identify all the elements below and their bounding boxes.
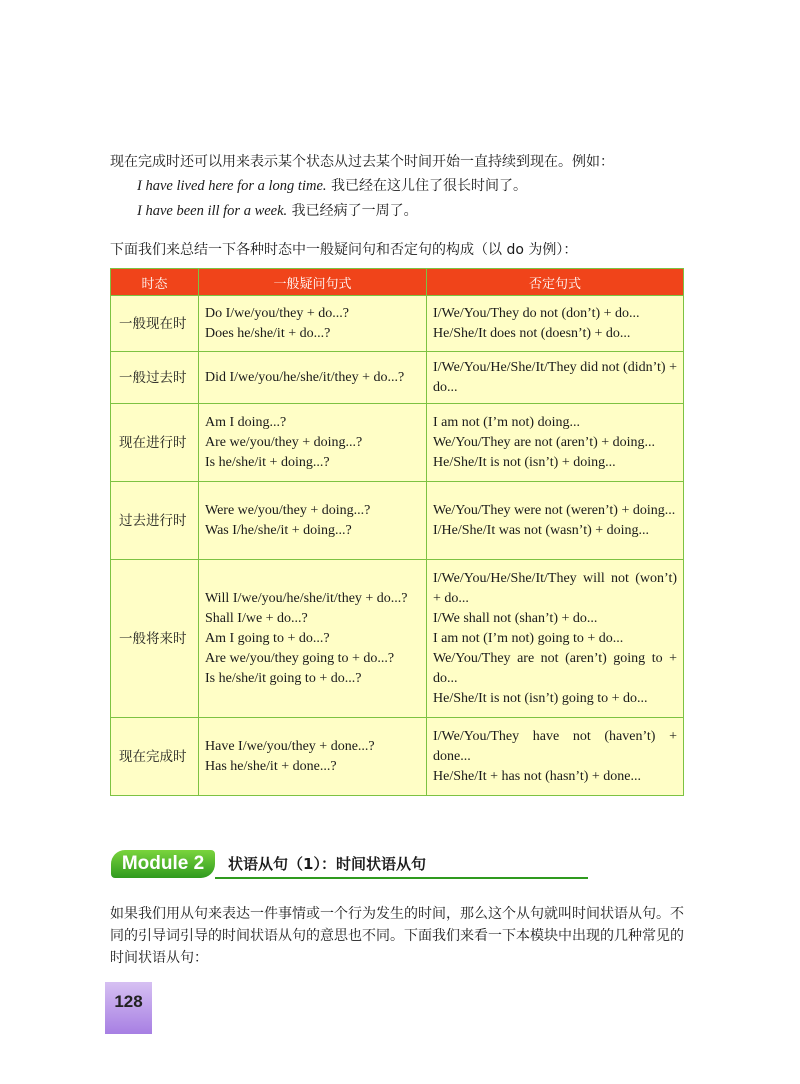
negative-form: He/She/It is not (isn’t) going to + do... (433, 690, 648, 706)
summary-text: 下面我们来总结一下各种时态中一般疑问句和否定句的构成（以 do 为例）： (110, 242, 578, 258)
negative-form: We/You/They are not (aren’t) + doing... (433, 434, 656, 450)
negative-form: I am not (I’m not) going to + do... (433, 630, 624, 646)
tense-name: 一般现在时 (111, 296, 199, 352)
tense-table (110, 268, 684, 796)
question-form: Were we/you/they + doing...? (205, 502, 371, 518)
tense-name: 过去进行时 (111, 482, 199, 560)
tense-name: 一般过去时 (111, 352, 199, 404)
question-form: Have I/we/you/they + done...? (205, 738, 375, 754)
example-1-cn: 我已经在这儿住了很长时间了。 (330, 178, 527, 194)
table-row (111, 560, 684, 718)
question-form: Are we/you/they going to + do...? (205, 650, 395, 666)
negative-form: We/You/They are not (aren’t) going to + do... (433, 650, 677, 686)
question-form: Am I doing...? (205, 414, 287, 430)
question-form-cell (199, 296, 427, 352)
page-number: 128 (105, 982, 152, 1034)
question-form: Shall I/we + do...? (205, 610, 308, 626)
negative-form: I am not (I’m not) doing... (433, 414, 580, 430)
negative-form-cell (427, 560, 684, 718)
negative-form: I/We shall not (shan’t) + do... (433, 610, 598, 626)
tense-name: 现在完成时 (111, 718, 199, 796)
table-row (111, 404, 684, 482)
negative-form-cell (427, 482, 684, 560)
question-form: Are we/you/they + doing...? (205, 434, 363, 450)
module-title: 状语从句（1）：时间状语从句 (228, 855, 426, 873)
question-form: Is he/she/it going to + do...? (205, 670, 362, 686)
negative-form: He/She/It is not (isn’t) + doing... (433, 454, 616, 470)
question-form: Was I/he/she/it + doing...? (205, 522, 352, 538)
negative-form: I/We/You/He/She/It/They did not (didn’t) + do... (433, 359, 677, 395)
question-form-cell (199, 560, 427, 718)
table-header-row (111, 269, 684, 296)
question-form-cell (199, 482, 427, 560)
negative-form: I/We/You/They do not (don’t) + do... (433, 305, 640, 321)
header-tense: 时态 (111, 269, 199, 296)
table-body (111, 296, 684, 796)
negative-form-cell (427, 296, 684, 352)
body-paragraph: 如果我们用从句来表达一件事情或一个行为发生的时间，那么这个从句就叫时间状语从句。不同的引导词引导的时间状语从句的意思也不同。下面我们来看一下本模块中出现的几种常见的时间状语从句： (110, 906, 684, 966)
question-form: Will I/we/you/he/she/it/they + do...? (205, 590, 408, 606)
example-2-cn: 我已经病了一周了。 (291, 203, 418, 219)
negative-form-cell (427, 404, 684, 482)
tense-name: 一般将来时 (111, 560, 199, 718)
negative-form: We/You/They were not (weren’t) + doing... (433, 502, 676, 518)
question-form: Do I/we/you/they + do...? (205, 305, 349, 321)
module-underline (215, 877, 588, 879)
question-form: Am I going to + do...? (205, 630, 330, 646)
question-form: Has he/she/it + done...? (205, 758, 337, 774)
negative-form-cell (427, 352, 684, 404)
intro-text: 现在完成时还可以用来表示某个状态从过去某个时间开始一直持续到现在。例如： (110, 154, 614, 170)
header-question: 一般疑问句式 (199, 269, 427, 296)
question-form: Is he/she/it + doing...? (205, 454, 330, 470)
table-row (111, 296, 684, 352)
negative-form: He/She/It + has not (hasn’t) + done... (433, 768, 641, 784)
question-form-cell (199, 404, 427, 482)
negative-form-cell (427, 718, 684, 796)
example-2-en: I have been ill for a week. (137, 203, 288, 219)
example-2 (137, 201, 697, 221)
header-negative: 否定句式 (427, 269, 684, 296)
example-1-en: I have lived here for a long time. (137, 178, 327, 194)
table-row (111, 352, 684, 404)
module-badge: Module 2 (111, 850, 215, 878)
table-row (111, 482, 684, 560)
negative-form: I/We/You/They have not (haven’t) + done... (433, 728, 677, 764)
tense-name: 现在进行时 (111, 404, 199, 482)
negative-form: He/She/It does not (doesn’t) + do... (433, 325, 631, 341)
question-form: Did I/we/you/he/she/it/they + do...? (205, 369, 405, 385)
question-form-cell (199, 718, 427, 796)
question-form: Does he/she/it + do...? (205, 325, 331, 341)
negative-form: I/We/You/He/She/It/They will not (won’t) + do... (433, 570, 677, 606)
table-row (111, 718, 684, 796)
example-1 (137, 176, 697, 196)
question-form-cell (199, 352, 427, 404)
negative-form: I/He/She/It was not (wasn’t) + doing... (433, 522, 650, 538)
